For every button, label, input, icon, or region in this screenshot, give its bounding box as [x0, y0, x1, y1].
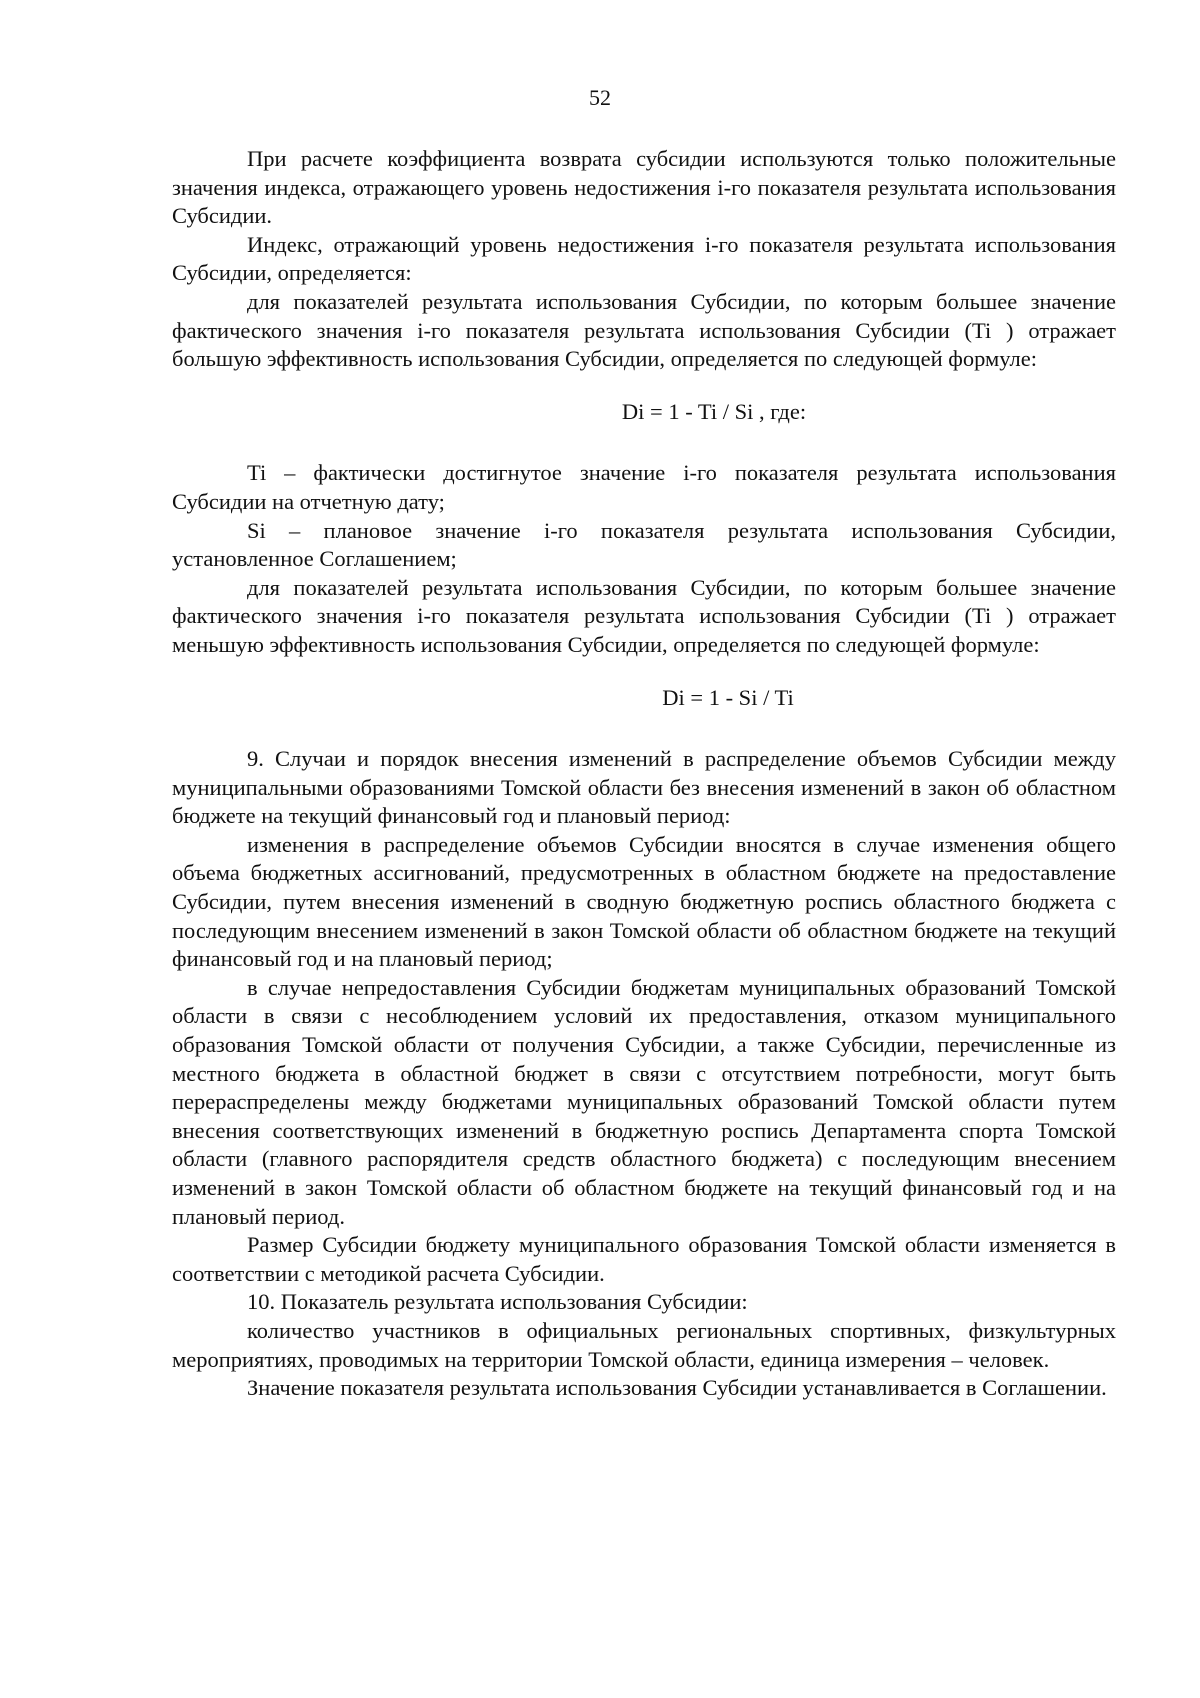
- formula-1: Di = 1 - Ti / Si , где:: [621, 398, 807, 424]
- document-body: [172, 145, 1116, 1403]
- paragraph-index-definition: Индекс, отражающий уровень недостижения i-го показателя результата использования Субсидии, определяется:: [172, 231, 1116, 286]
- paragraph-participants-count: количество участников в официальных региональных спортивных, физкультурных мероприятиях, проводимых на территории Томской области, единица измерения – человек.: [172, 1317, 1116, 1372]
- paragraph-section-9: 9. Случаи и порядок внесения изменений в распределение объемов Субсидии между муниципальными образованиями Томской области без внесения изменений в закон об областном бюджете на текущий финансовый год и плановый период:: [172, 746, 1116, 829]
- paragraph-changes-volume: изменения в распределение объемов Субсидии вносятся в случае изменения общего объема бюджетных ассигнований, предусмотренных в областном бюджете на предоставление Субсидии, путем внесения изменений в сводную бюджетную роспись областного бюджета с последующим внесением изменений в закон Томской области об областном бюджете на текущий финансовый год и на плановый период;: [172, 831, 1116, 972]
- paragraph-section-10: 10. Показатель результата использования Субсидии:: [247, 1289, 748, 1315]
- paragraph-return-coefficient: При расчете коэффициента возврата субсидии используются только положительные значения индекса, отражающего уровень недостижения i-го показателя результата использования Субсидии.: [172, 146, 1116, 229]
- paragraph-redistribution: в случае непредоставления Субсидии бюджетам муниципальных образований Томской области в связи с несоблюдением условий их предоставления, отказом муниципального образования Томской области от получения Субсидии, а также Субсидии, перечисленные из местного бюджета в областной бюджет в связи с отсутствием потребности, могут быть перераспределены между бюджетами муниципальных образований Томской области путем внесения соответствующих изменений в бюджетную роспись Департамента спорта Томской области (главного распорядителя средств областного бюджета) с последующим внесением изменений в закон Томской области об областном бюджете на текущий финансовый год и на плановый период.: [172, 974, 1116, 1229]
- page-number: 52: [589, 85, 611, 110]
- paragraph-formula-2-intro: для показателей результата использования Субсидии, по которым большее значение фактического значения i-го показателя результата использования Субсидии (Ti ) отражает меньшую эффективность использования Субсидии, определяется по следующей формуле:: [172, 574, 1116, 657]
- paragraph-formula-1-intro: для показателей результата использования Субсидии, по которым большее значение фактического значения i-го показателя результата использования Субсидии (Ti ) отражает большую эффективность использования Субсидии, определяется по следующей формуле:: [172, 288, 1116, 372]
- paragraph-si-definition: Si – плановое значение i-го показателя результата использования Субсидии, установленное Соглашением;: [172, 517, 1116, 572]
- paragraph-ti-definition: Ti – фактически достигнутое значение i-го показателя результата использования Субсидии на отчетную дату;: [172, 460, 1116, 514]
- paragraph-subsidy-size: Размер Субсидии бюджету муниципального образования Томской области изменяется в соответствии с методикой расчета Субсидии.: [172, 1232, 1116, 1286]
- paragraph-indicator-value: Значение показателя результата использования Субсидии устанавливается в Соглашении.: [247, 1375, 1107, 1401]
- formula-2: Di = 1 - Si / Ti: [662, 684, 794, 710]
